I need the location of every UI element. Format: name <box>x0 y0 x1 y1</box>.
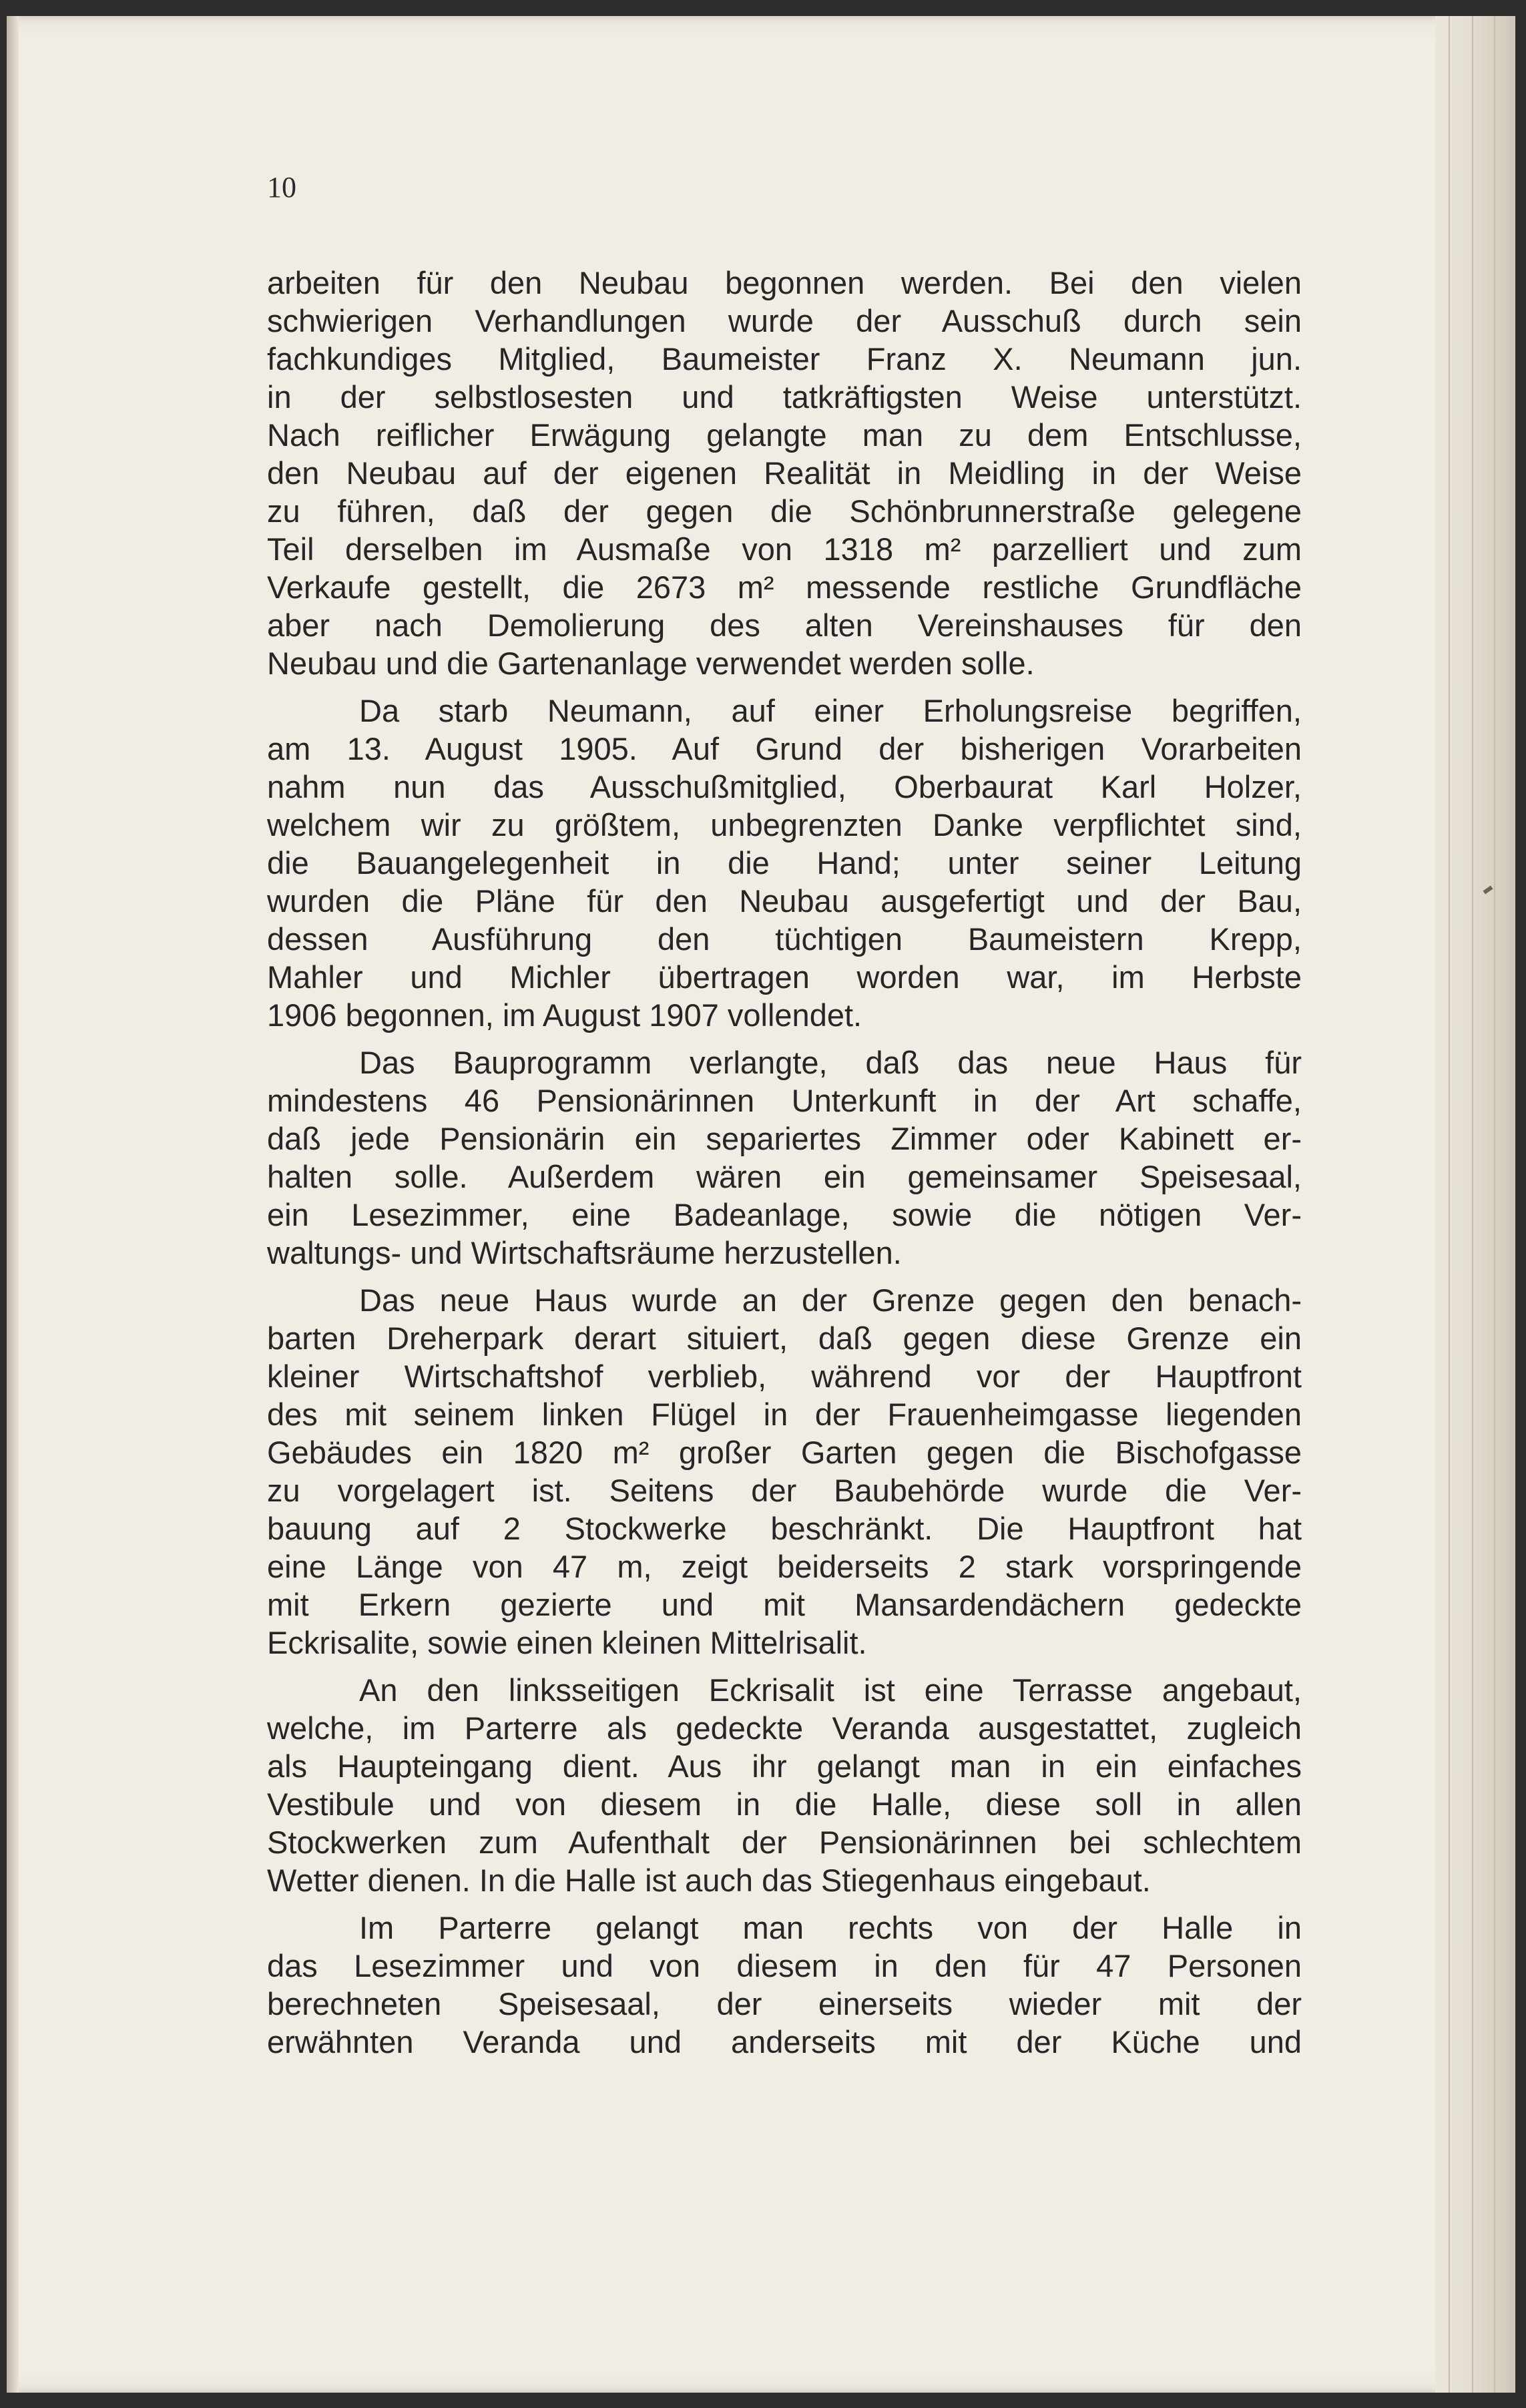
text-line: Nach reiflicher Erwägung gelangte man zu dem Entschlusse, <box>267 417 1302 453</box>
text-line: welchem wir zu größtem, unbegrenzten Danke verpflichtet sind, <box>267 807 1302 842</box>
text-line: Verkaufe gestellt, die 2673 m² messende restliche Grundfläche <box>267 569 1302 605</box>
paragraph <box>267 1043 1302 1272</box>
paragraph <box>267 692 1302 1034</box>
text-line: den Neubau auf der eigenen Realität in Meidling in der Weise <box>267 455 1302 491</box>
text-line: barten Dreherpark derart situiert, daß gegen diese Grenze ein <box>267 1320 1302 1356</box>
page-number: 10 <box>267 171 296 204</box>
text-line: in der selbstlosesten und tatkräftigsten Weise unterstützt. <box>267 379 1302 415</box>
text-line: dessen Ausführung den tüchtigen Baumeistern Krepp, <box>267 921 1302 957</box>
text-line: eine Länge von 47 m, zeigt beiderseits 2 stark vorspringende <box>267 1549 1302 1584</box>
text-line: die Bauangelegenheit in die Hand; unter seiner Leitung <box>267 845 1302 881</box>
text-line: Vestibule und von diesem in die Halle, diese soll in allen <box>267 1786 1302 1822</box>
text-line: 1906 begonnen, im August 1907 vollendet. <box>267 997 862 1033</box>
text-line: nahm nun das Ausschußmitglied, Oberbaurat Karl Holzer, <box>267 769 1302 804</box>
text-line: zu vorgelagert ist. Seitens der Baubehörde wurde die Ver- <box>267 1473 1302 1508</box>
text-line: daß jede Pensionärin ein separiertes Zimmer oder Kabinett er- <box>267 1121 1302 1156</box>
text-line: fachkundiges Mitglied, Baumeister Franz X. Neumann jun. <box>267 341 1302 377</box>
paragraph <box>267 264 1302 682</box>
text-line: halten solle. Außerdem wären ein gemeinsamer Speisesaal, <box>267 1159 1302 1194</box>
text-line: Neubau und die Gartenanlage verwendet werden solle. <box>267 646 1035 681</box>
text-line: mit Erkern gezierte und mit Mansardendächern gedeckte <box>267 1587 1302 1622</box>
text-line: das Lesezimmer und von diesem in den für 47 Personen <box>267 1948 1302 1983</box>
page-edge-stack <box>1435 16 1515 2393</box>
text-line: Das Bauprogramm verlangte, daß das neue Haus für <box>359 1045 1302 1080</box>
text-line: welche, im Parterre als gedeckte Veranda ausgestattet, zugleich <box>267 1710 1302 1746</box>
paragraph <box>267 1671 1302 1899</box>
text-line: schwierigen Verhandlungen wurde der Ausschuß durch sein <box>267 303 1302 338</box>
body-text <box>267 264 1302 2070</box>
text-line: Teil derselben im Ausmaße von 1318 m² parzelliert und zum <box>267 531 1302 567</box>
paragraph <box>267 1909 1302 2061</box>
paragraph <box>267 1281 1302 1662</box>
text-line: zu führen, daß der gegen die Schönbrunnerstraße gelegene <box>267 493 1302 529</box>
text-line: aber nach Demolierung des alten Vereinshauses für den <box>267 608 1302 643</box>
text-line: bauung auf 2 Stockwerke beschränkt. Die Hauptfront hat <box>267 1511 1302 1546</box>
text-line: berechneten Speisesaal, der einerseits wieder mit der <box>267 1986 1302 2021</box>
text-line: Eckrisalite, sowie einen kleinen Mittelrisalit. <box>267 1625 867 1660</box>
text-line: wurden die Pläne für den Neubau ausgefertigt und der Bau, <box>267 883 1302 919</box>
text-line: ein Lesezimmer, eine Badeanlage, sowie die nötigen Ver- <box>267 1197 1302 1232</box>
text-line: Im Parterre gelangt man rechts von der Halle in <box>359 1910 1302 1945</box>
text-line: waltungs- und Wirtschaftsräume herzustellen. <box>267 1235 902 1270</box>
text-line: kleiner Wirtschaftshof verblieb, während vor der Hauptfront <box>267 1359 1302 1394</box>
text-line: erwähnten Veranda und anderseits mit der Küche und <box>267 2024 1302 2060</box>
text-line: arbeiten für den Neubau begonnen werden. Bei den vielen <box>267 265 1302 300</box>
text-line: Gebäudes ein 1820 m² großer Garten gegen die Bischofgasse <box>267 1435 1302 1470</box>
text-line: mindestens 46 Pensionärinnen Unterkunft in der Art schaffe, <box>267 1083 1302 1118</box>
text-line: Da starb Neumann, auf einer Erholungsreise begriffen, <box>359 693 1302 728</box>
page-gutter <box>7 16 19 2393</box>
text-line: am 13. August 1905. Auf Grund der bisherigen Vorarbeiten <box>267 731 1302 766</box>
text-line: Wetter dienen. In die Halle ist auch das Stiegenhaus eingebaut. <box>267 1863 1151 1898</box>
text-line: des mit seinem linken Flügel in der Frauenheimgasse liegenden <box>267 1397 1302 1432</box>
text-line: als Haupteingang dient. Aus ihr gelangt man in ein einfaches <box>267 1748 1302 1784</box>
text-line: Stockwerken zum Aufenthalt der Pensionärinnen bei schlechtem <box>267 1825 1302 1860</box>
text-line: An den linksseitigen Eckrisalit ist eine Terrasse angebaut, <box>359 1672 1302 1708</box>
text-line: Mahler und Michler übertragen worden war, im Herbste <box>267 959 1302 995</box>
text-line: Das neue Haus wurde an der Grenze gegen den benach- <box>359 1282 1302 1318</box>
